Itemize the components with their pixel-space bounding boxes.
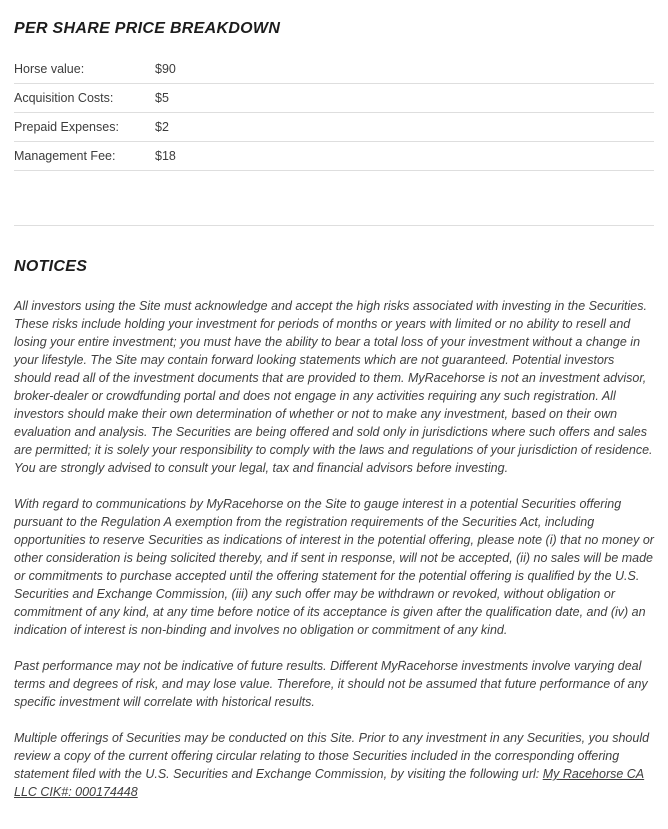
price-row-value: $18 [155,149,176,163]
notice-paragraph-regulation-a: With regard to communications by MyRacehorse on the Site to gauge interest in a potential Securities offering pursuant to the Regulation A exemption from the registration requirements of the Securities Act, including opportunities to reserve Securities as indications of interest in the potential offering, please note (i) that no money or other consideration is being solicited thereby, and if sent in response, will not be accepted, (ii) no sales will be made or commitments to purchase accepted until the offering statement for the potential offering is qualified by the U.S. Securities and Exchange Commission, (iii) any such offer may be withdrawn or revoked, without obligation or commitment of any kind, at any time before notice of its acceptance is given after the qualification date, and (iv) an indication of interest is non-binding and involves no obligation or commitment of any kind. [14,497,654,637]
offering-circular-text: Multiple offerings of Securities may be conducted on this Site. Prior to any investment in any Securities, you should review a copy of the current offering circular relating to those Securities included in the corresponding offering statement filed with the U.S. Securities and Exchange Commission, by visiting the following url: [14,731,650,781]
price-row-acquisition-costs [14,84,654,113]
notice-paragraph-past-performance: Past performance may not be indicative of future results. Different MyRacehorse investments involve varying deal terms and degrees of risk, and may lose value. Therefore, it should not be assumed that future performance of any specific investment will correlate with historical results. [14,659,648,709]
notices-title: NOTICES [14,258,88,275]
offering-circular-link[interactable]: My Racehorse CA LLC CIK#: 000174448 [14,767,645,799]
notice-paragraph-offering-circular [14,729,654,801]
notice-paragraph-risks: All investors using the Site must acknowledge and accept the high risks associated with investing in the Securities. These risks include holding your investment for periods of months or years with limited or no ability to resell and losing your entire investment; you must have the ability to bear a total loss of your investment without a change in your lifestyle. The Site may contain forward looking statements which are not guaranteed. Potential investors should read all of the investment documents that are provided to them. MyRacehorse is not an investment advisor, broker-dealer or crowdfunding portal and does not engage in any activities requiring any such registration. All investors should make their own determination of whether or not to make any investment, based on their own evaluation and analysis. The Securities are being offered and sold only in jurisdictions where such offers and sales are permitted; it is solely your responsibility to comply with the laws and regulations of your jurisdiction of residence. You are strongly advised to consult your legal, tax and financial advisors before investing. [14,299,653,475]
price-breakdown-table [14,55,654,171]
price-row-label: Acquisition Costs: [14,91,114,105]
price-row-label: Prepaid Expenses: [14,120,119,134]
price-row-label: Management Fee: [14,149,116,163]
price-row-value: $5 [155,91,169,105]
price-row-value: $90 [155,62,176,76]
section-divider [14,225,654,226]
price-breakdown-title: PER SHARE PRICE BREAKDOWN [14,20,281,37]
price-row-label: Horse value: [14,62,85,76]
price-row-prepaid-expenses [14,113,654,142]
notices-body [14,297,654,801]
price-row-value: $2 [155,120,169,134]
price-row-horse-value [14,55,654,84]
price-row-management-fee [14,142,654,171]
